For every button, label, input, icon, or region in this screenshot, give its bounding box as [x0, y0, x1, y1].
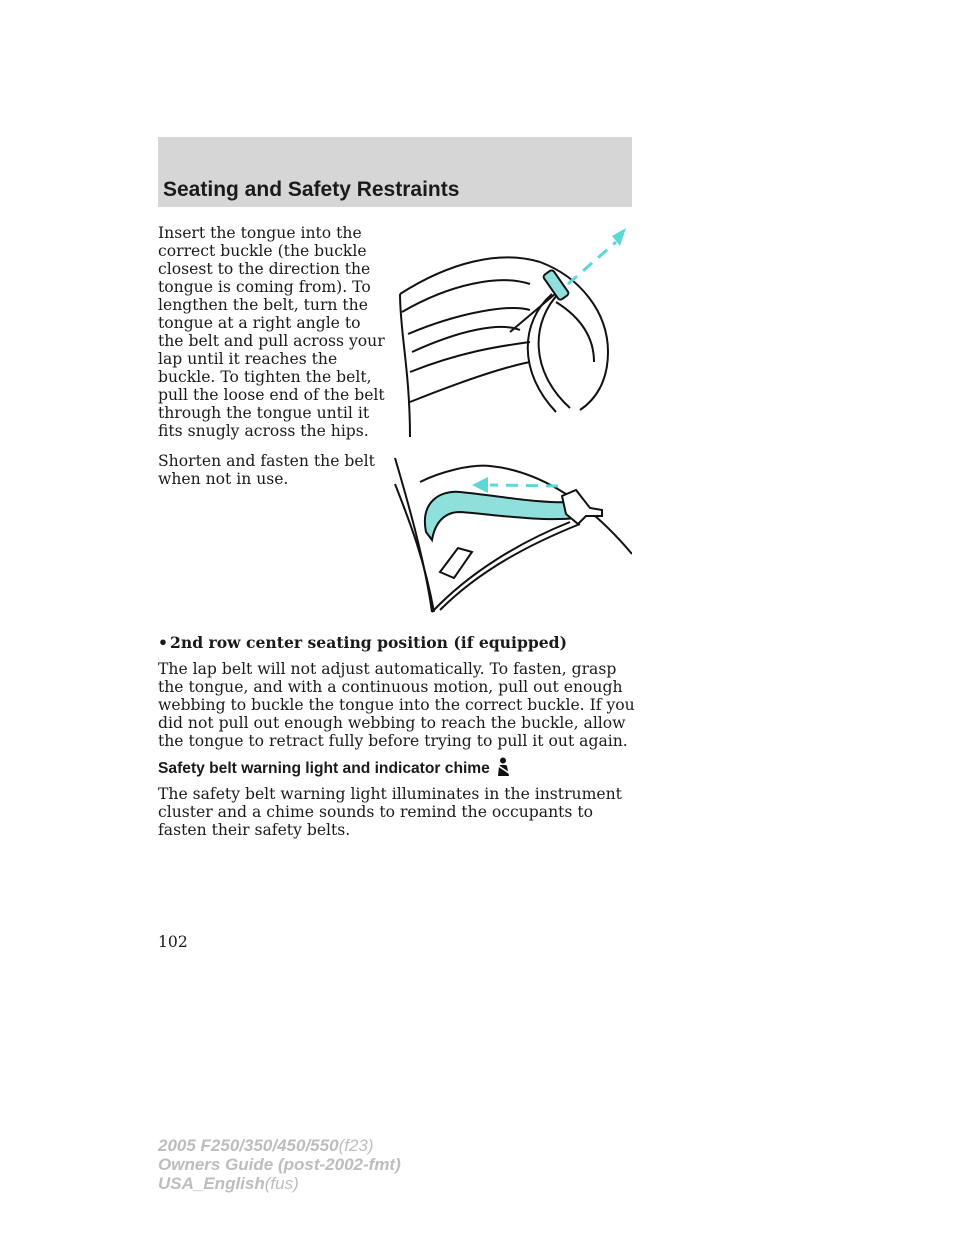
document-footer [158, 1136, 401, 1193]
paragraph-lap-belt: The lap belt will not adjust automatically. To fasten, grasp the tongue, and with a continuous motion, pull out enough webbing to buckle the tongue into the correct buckle. If you did not pull out enough webbing to reach the buckle, allow the tongue to retract fully before trying to pull it out again. [158, 660, 635, 750]
paragraph-shorten-belt: Shorten and fasten the belt when not in use. [158, 452, 375, 488]
bullet-symbol: • [158, 633, 168, 652]
bullet-heading [158, 633, 567, 652]
belt-shortened-illustration [380, 452, 632, 620]
bullet-heading-text: 2nd row center seating position (if equipped) [170, 633, 567, 652]
paragraph-warning-light: The safety belt warning light illuminates in the instrument cluster and a chime sounds to remind the occupants to fasten their safety belts. [158, 785, 622, 839]
footer-guide: Owners Guide (post-2002-fmt) [158, 1155, 401, 1174]
footer-model: 2005 F250/350/450/550 [158, 1136, 339, 1155]
page-number: 102 [158, 933, 188, 951]
subheading-warning-light [158, 757, 512, 782]
paragraph-insert-tongue: Insert the tongue into the correct buckle (the buckle closest to the direction the tongue is coming from). To lengthen the belt, turn the tongue at a right angle to the belt and pull across your lap until it reaches the buckle. To tighten the belt, pull the loose end of the belt through the tongue until it fits snugly across the hips. [158, 224, 385, 440]
footer-language: USA_English [158, 1174, 265, 1193]
footer-line-1 [158, 1136, 401, 1155]
footer-line-2 [158, 1155, 401, 1174]
section-title: Seating and Safety Restraints [163, 178, 460, 201]
seatbelt-person-icon [494, 757, 512, 782]
footer-model-code: (f23) [338, 1136, 374, 1155]
footer-line-3 [158, 1174, 401, 1193]
subheading-text: Safety belt warning light and indicator chime [158, 760, 490, 777]
belt-tongue-illustration [380, 222, 632, 442]
footer-language-code: (fus) [264, 1174, 299, 1193]
